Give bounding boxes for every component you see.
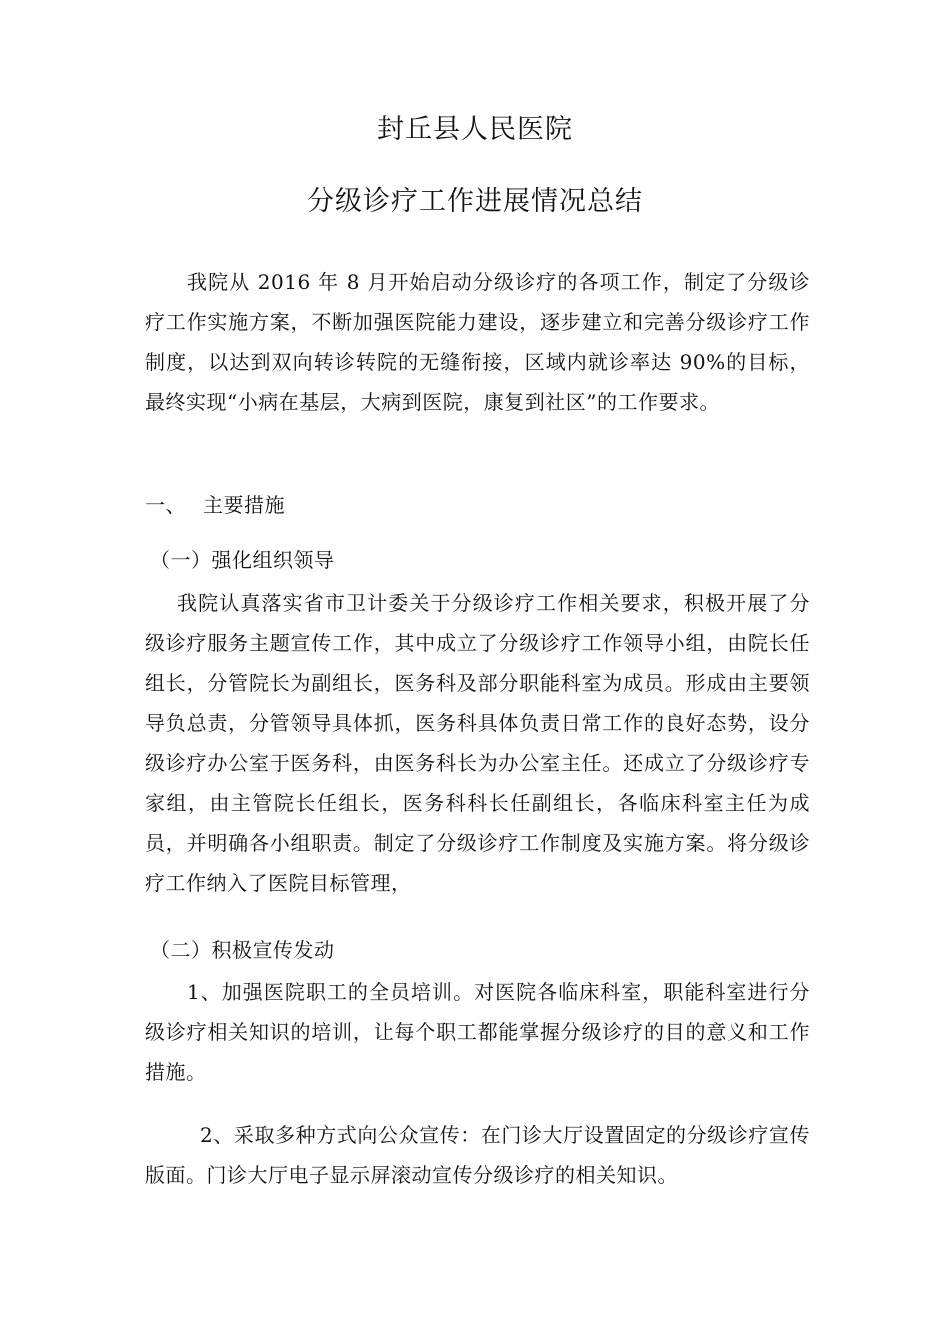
subsection-heading-organization: （一）强化组织领导 <box>150 548 335 572</box>
subsection-paragraph-organization: 我院认真落实省市卫计委关于分级诊疗工作相关要求，积极开展了分级诊疗服务主题宣传工作，其中成立了分级诊疗工作领导小组，由院长任组长，分管院长为副组长，医务科及部分职能科室为成员。形成由主要领导负总责，分管领导具体抓，医务科具体负责日常工作的良好态势，设分级诊疗办公室于医务科，由医务科长为办公室主任。还成立了分级诊疗专家组，由主管院长任组长，医务科科长任副组长，各临床科室主任为成员，并明确各小组职责。制定了分级诊疗工作制度及实施方案。将分级诊疗工作纳入了医院目标管理， <box>145 591 810 895</box>
document-title-hospital: 封丘县人民医院 <box>377 114 573 145</box>
subsection-heading-publicity: （二）积极宣传发动 <box>150 938 335 962</box>
document-title-report: 分级诊疗工作进展情况总结 <box>307 186 643 217</box>
list-item-public-publicity: 2、采取多种方式向公众宣传：在门诊大厅设置固定的分级诊疗宣传版面。门诊大厅电子显示屏滚动宣传分级诊疗的相关知识。 <box>145 1123 810 1187</box>
intro-paragraph: 我院从 2016 年 8 月开始启动分级诊疗的各项工作，制定了分级诊疗工作实施方案，不断加强医院能力建设，逐步建立和完善分级诊疗工作制度，以达到双向转诊转院的无缝衔接，区域内就诊率达 90%的目标，最终实现“小病在基层，大病到医院，康复到社区”的工作要求。 <box>145 270 810 414</box>
list-item-staff-training: 1、加强医院职工的全员培训。对医院各临床科室，职能科室进行分级诊疗相关知识的培训，让每个职工都能掌握分级诊疗的目的意义和工作措施。 <box>145 980 810 1084</box>
section-heading-main-measures <box>145 485 810 525</box>
section-number: 一、 <box>145 493 186 517</box>
section-heading-text: 主要措施 <box>203 493 285 517</box>
